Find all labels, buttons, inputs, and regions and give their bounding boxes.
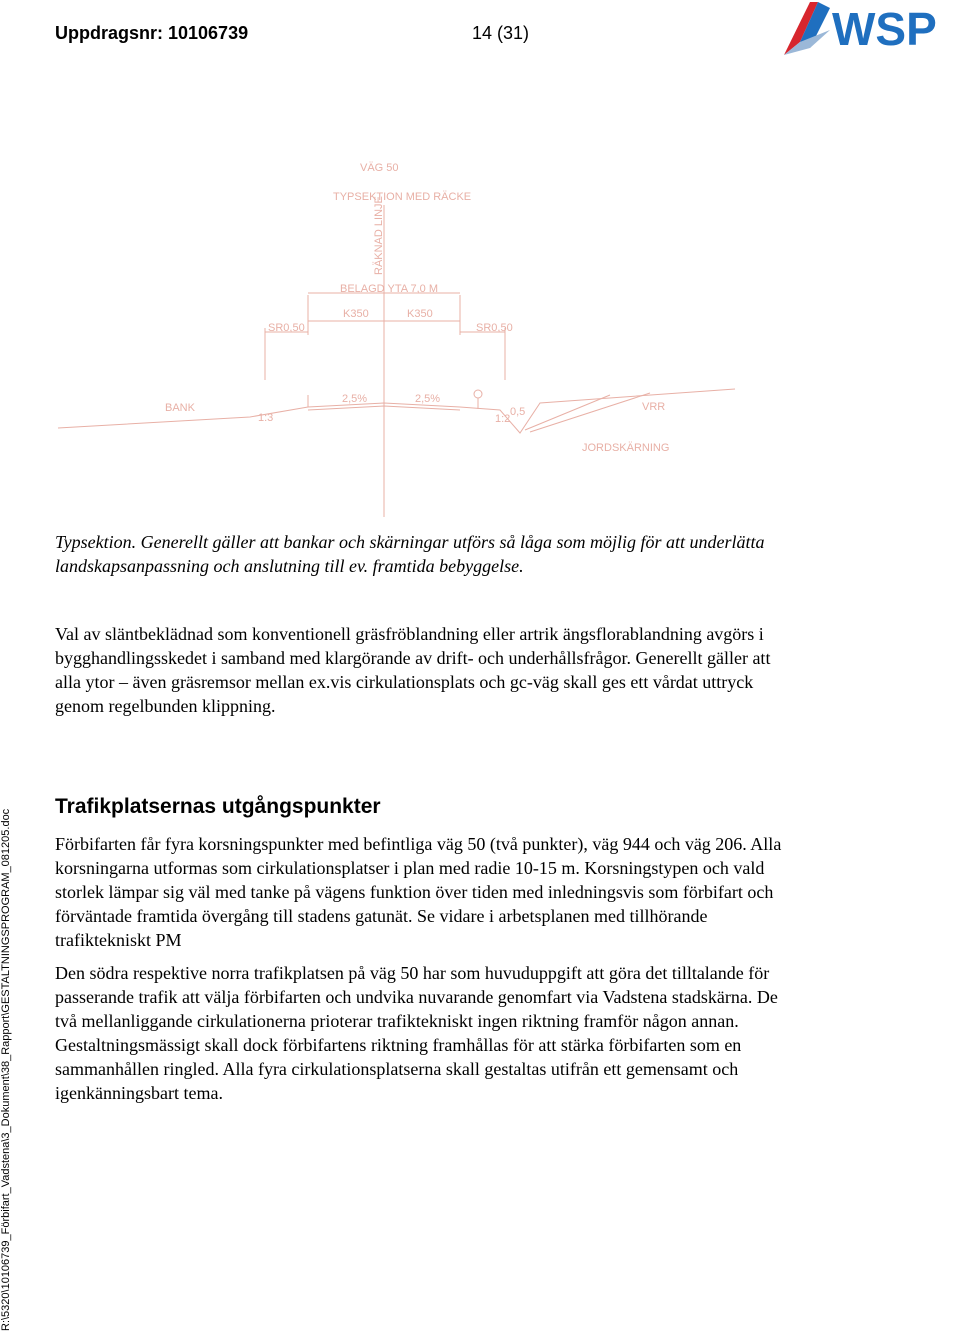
page-number: 14 (31) — [472, 23, 530, 43]
vrr-label: VRR — [642, 401, 666, 413]
dim-right-label: 0,5 — [510, 406, 526, 418]
road-cross-section-drawing — [50, 145, 750, 520]
body-paragraph: Den södra respektive norra trafikplatsen på väg 50 har som huvuduppgift att göra det tilltalande för passerande trafik att välja förbifarten och undvika nuvarande genomfart via Vadstena stadskärna. De två mellanliggande cirkulationerna prioterar trafiktekniskt ingen riktning framför någon annan. Gestaltningsmässigt skall dock förbifartens riktning framhållas för att stärka förbifarten som en sammanhållen ringled. Alla fyra cirkulationsplatserna skall gestaltas utifrån ett gemensamt och igenkänningsbart tema. — [55, 963, 778, 1103]
drawing-subtitle: TYPSEKTION MED RÄCKE — [333, 191, 472, 203]
center-line-label: RÄKNAD LINJE — [373, 196, 385, 275]
bank-label: BANK — [165, 402, 195, 414]
wsp-logo — [770, 0, 960, 62]
sr-left-label: SR0,50 — [268, 322, 305, 334]
k-left-label: K350 — [343, 308, 369, 320]
jordskarning-label: JORDSKÄRNING — [582, 442, 670, 454]
slope-right-label: 1:2 — [495, 413, 511, 425]
svg-text:WSP: WSP — [832, 3, 937, 55]
assignment-number: Uppdragsnr: 10106739 — [55, 23, 249, 43]
figure-caption: Typsektion. Generellt gäller att bankar och skärningar utförs så låga som möjlig för att underlätta landskapsanpassning och anslutning till ev. framtida bebyggelse. — [55, 532, 765, 576]
section-heading: Trafikplatsernas utgångspunkter — [55, 795, 381, 818]
body-paragraph: Förbifarten får fyra korsningspunkter med befintliga väg 50 (två punkter), väg 944 och väg 206. Alla korsningarna utformas som cirkulationsplatser i plan med radie 10-15 m. Korsningstypen och vald storlek lämpar sig väl med tanke på vägens funktion över tiden med inledningsvis som förbifart och förväntade framtida övergång till stadens gatunät. Se vidare i arbetsplanen med tillhörande trafiktekniskt PM — [55, 834, 782, 950]
pct-right-label: 2,5% — [415, 393, 441, 405]
pct-left-label: 2,5% — [342, 393, 368, 405]
slope-left-label: 1:3 — [258, 412, 274, 424]
sr-right-label: SR0,50 — [476, 322, 513, 334]
drawing-title: VÄG 50 — [360, 162, 399, 174]
k-right-label: K350 — [407, 308, 433, 320]
paved-width-label: BELAGD YTA 7,0 M — [340, 283, 439, 295]
file-path: R:\5320\10106739_Förbifart_Vadstena\3_Dokument\38_Rapport\GESTALTNINGSPROGRAM_081205.doc — [0, 808, 12, 1331]
body-paragraph: Val av släntbeklädnad som konventionell gräsfröblandning eller artrik ängsflorablandning avgörs i bygghandlingsskedet i samband med klargörande av drift- och underhållsfrågor. Generellt gäller att alla ytor – även gräsremsor mellan ex.vis cirkulationsplats och gc-väg skall ges ett vårdat uttryck genom regelbunden klippning. — [55, 624, 771, 716]
